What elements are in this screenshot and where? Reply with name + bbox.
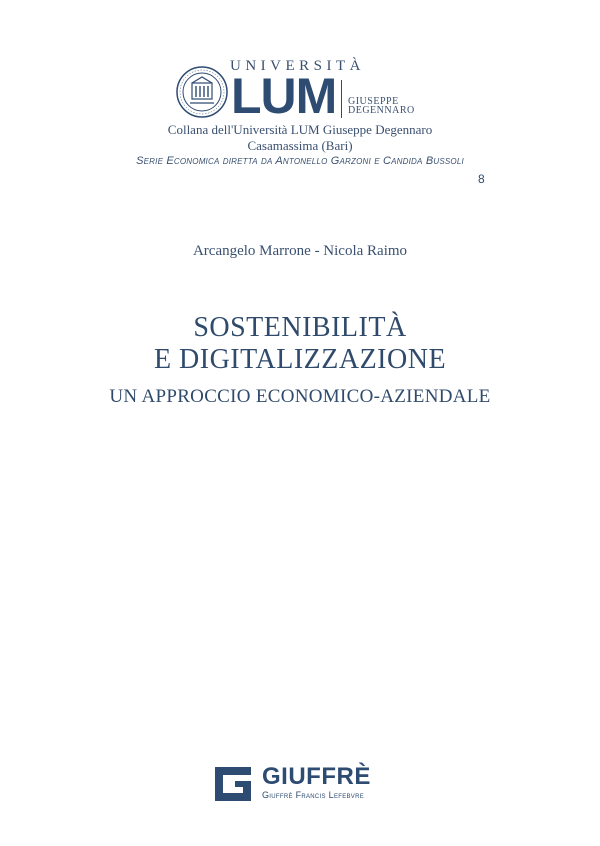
book-title-line-1: SOSTENIBILITÀ [193,312,407,343]
logo-divider [341,80,342,118]
giuffre-logo-icon [213,765,259,803]
publisher-subtitle: Giuffrè Francis Lefebvre [262,790,365,800]
series-editors: Serie Economica diretta da Antonello Garzoni e Candida Bussoli [136,155,464,167]
university-label: UNIVERSITÀ [230,58,365,74]
university-seal-icon [176,66,228,118]
series-collana: Collana dell'Università LUM Giuseppe Degennaro [167,122,433,137]
publisher-name: GIUFFRÈ [262,763,371,790]
book-authors: Arcangelo Marrone - Nicola Raimo [192,243,408,259]
logo-degennaro: DEGENNARO [348,105,415,116]
lum-logo: LUM [231,68,337,124]
series-place: Casamassima (Bari) [247,138,353,153]
volume-number: 8 [478,172,485,186]
logo-giuseppe: GIUSEPPE [348,96,399,107]
book-subtitle: UN APPROCCIO ECONOMICO-AZIENDALE [109,386,491,407]
book-title-line-2: E DIGITALIZZAZIONE [153,344,447,375]
